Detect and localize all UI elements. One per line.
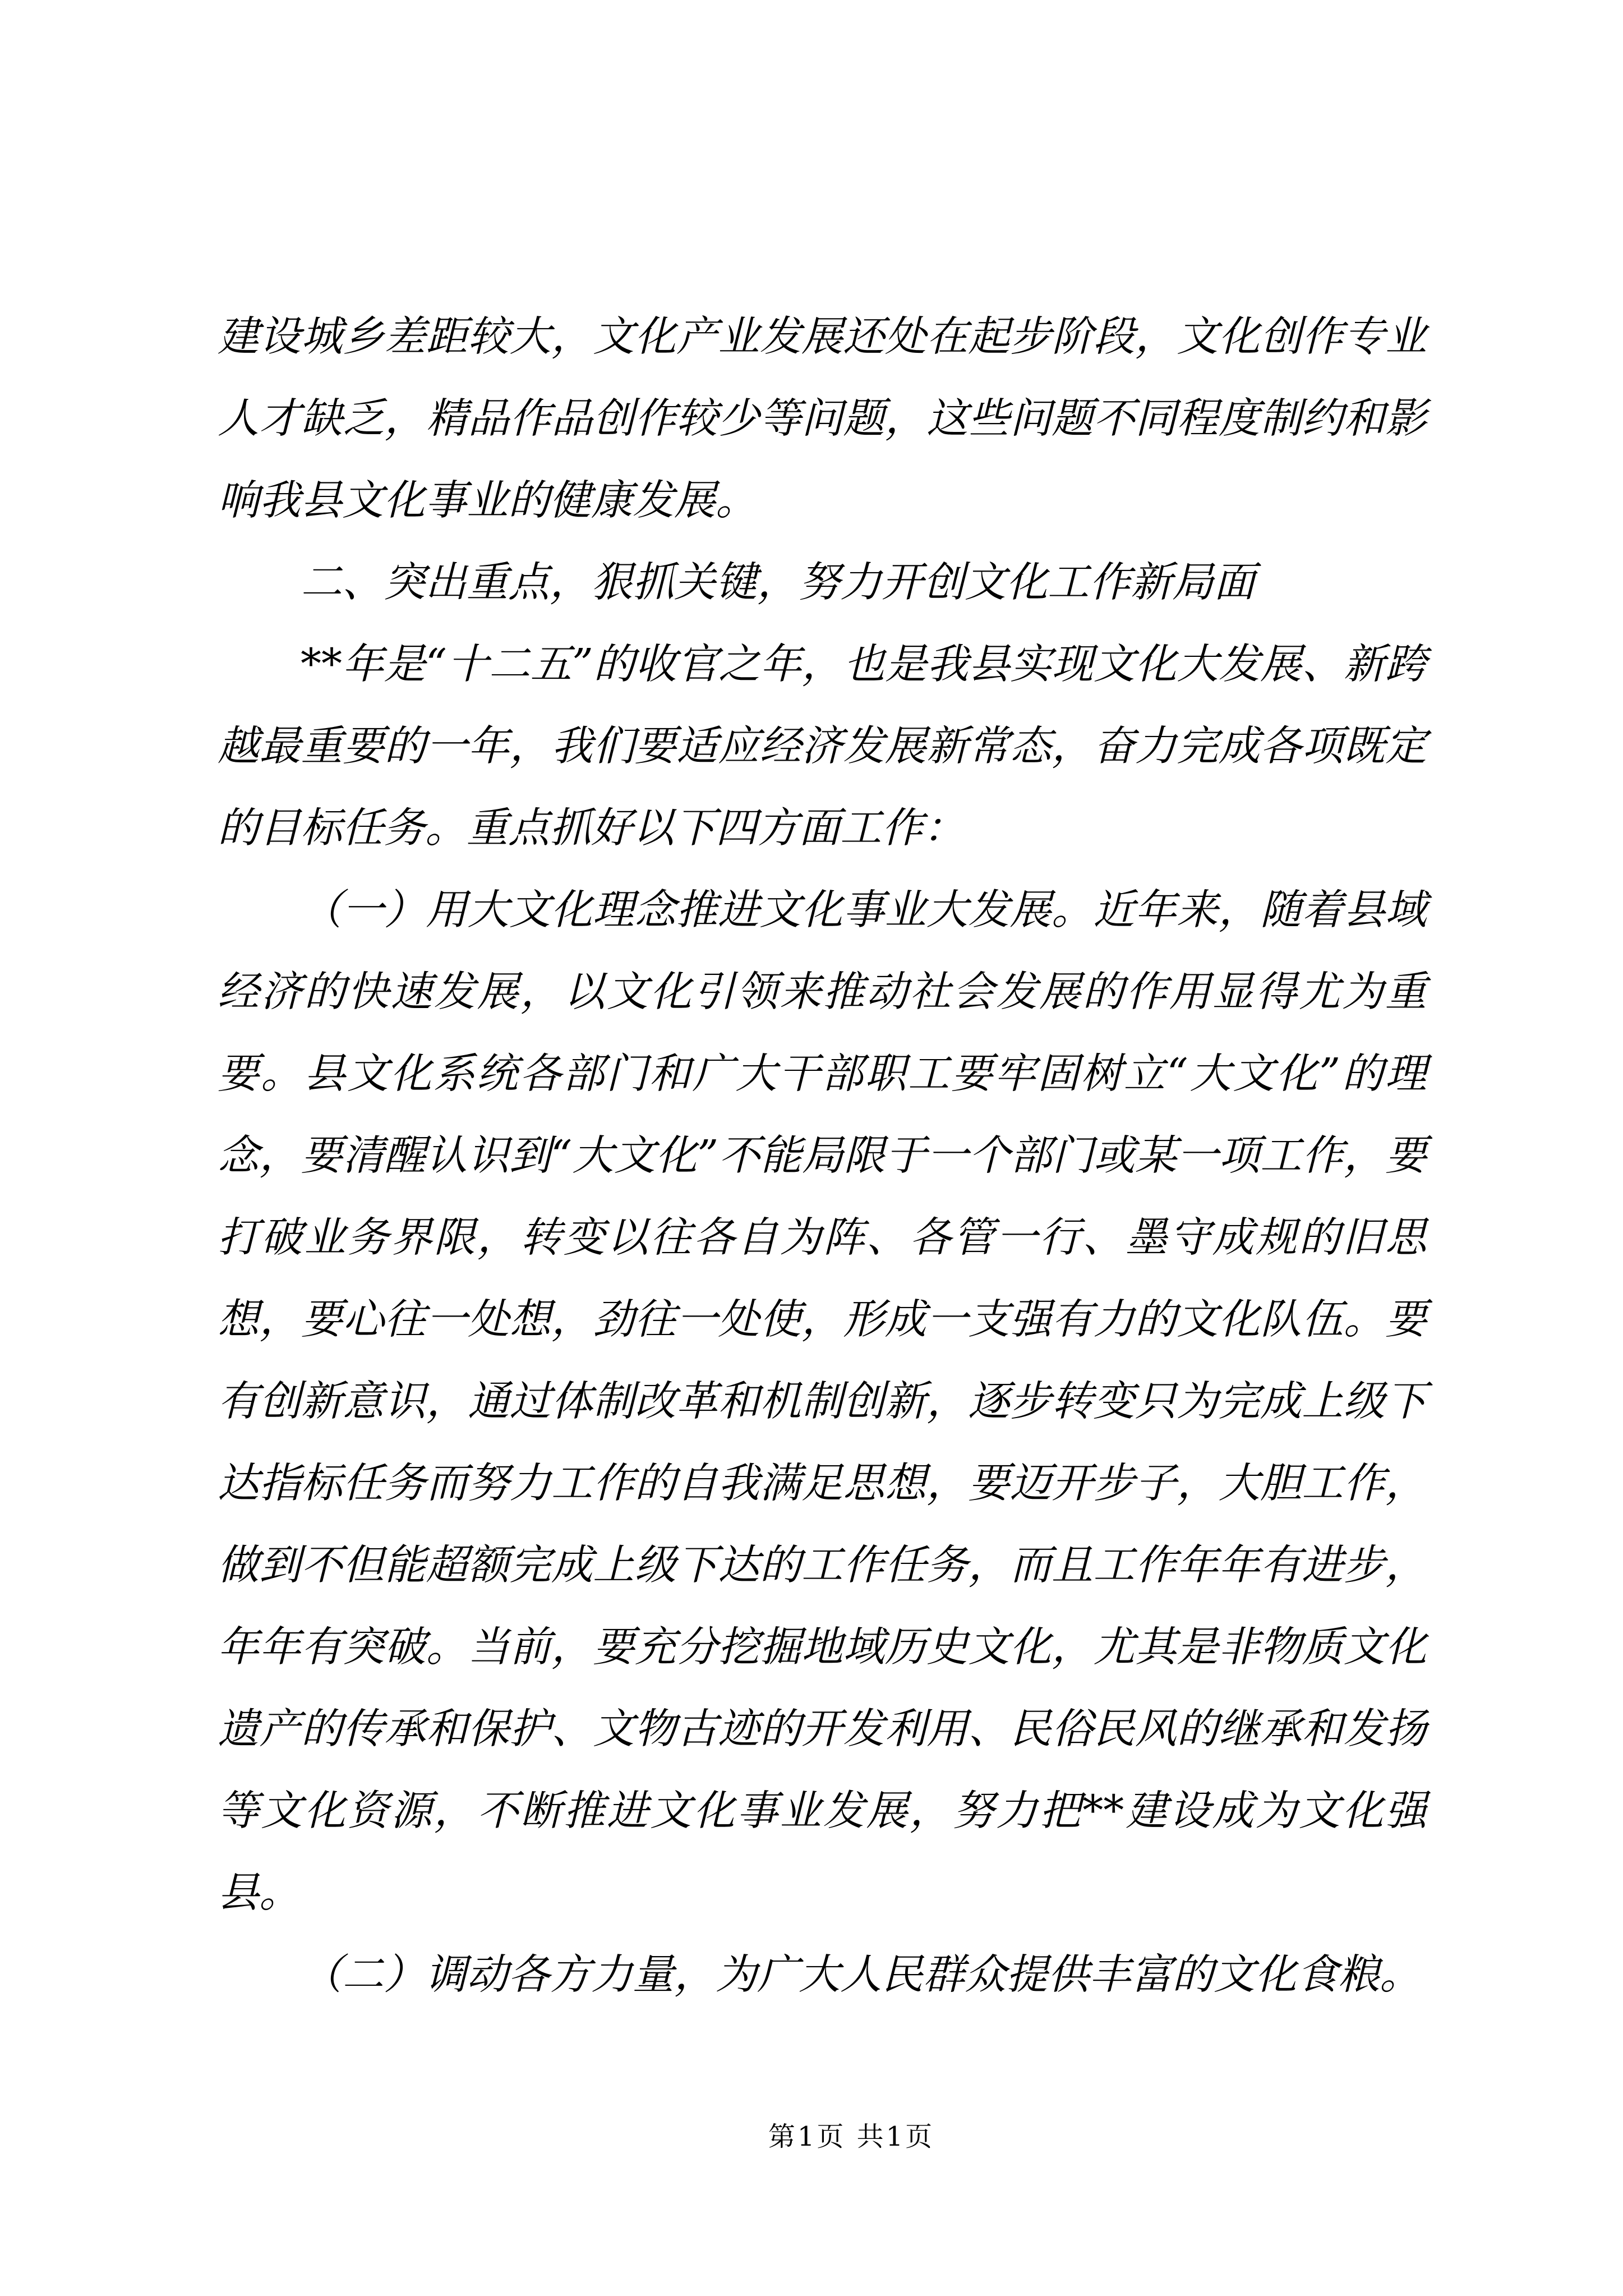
section-heading: 二、突出重点，狠抓关键，努力开创文化工作新局面 (301, 558, 1255, 606)
document-body (218, 296, 1427, 2016)
page-number-label: 第1页 共1页 (768, 2121, 935, 2152)
paragraph: （一）用大文化理念推进文化事业大发展。近年来，随着县域经济的快速发展，以文化引领来推动社会发展的作用显得尤为重要。县文化系统各部门和广大干部职工要牢固树立“大文化”的理念，要清醒认识到“大文化”不能局限于一个部门或某一项工作，要打破业务界限，转变以往各自为阵、各管一行、墨守成规的旧思想，要心往一处想，劲往一处使，形成一支强有力的文化队伍。要有创新意识，通过体制改革和机制创新，逐步转变只为完成上级下达指标任务而努力工作的自我满足思想，要迈开步子，大胆工作，做到不但能超额完成上级下达的工作任务，而且工作年年有进步，年年有突破。当前，要充分挖掘地域历史文化，尤其是非物质文化遗产的传承和保护、文物古迹的开发利用、民俗民风的继承和发扬等文化资源，不断推进文化事业发展，努力把**建设成为文化强县。 (218, 886, 1427, 1917)
paragraph: **年是“十二五”的收官之年，也是我县实现文化大发展、新跨越最重要的一年，我们要适应经济发展新常态，奋力完成各项既定的目标任务。重点抓好以下四方面工作： (218, 640, 1427, 852)
paragraph-continuation: 建设城乡差距较大，文化产业发展还处在起步阶段，文化创作专业人才缺乏，精品作品创作较少等问题，这些问题不同程度制约和影响我县文化事业的健康发展。 (218, 312, 1427, 524)
paragraph: （二）调动各方力量，为广大人民群众提供丰富的文化食粮。 (301, 1950, 1421, 1999)
page-footer (80, 2119, 1623, 2154)
